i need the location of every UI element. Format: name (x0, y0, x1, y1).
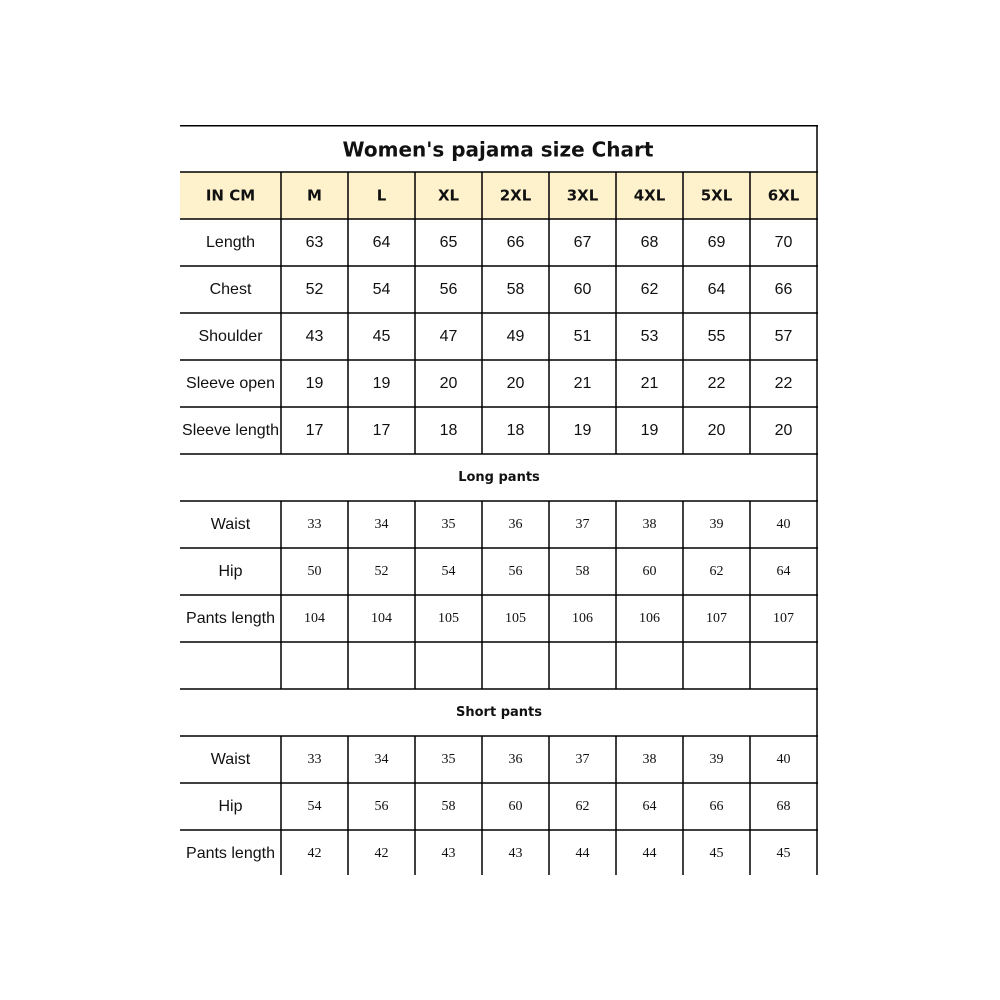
cell-hip-l: 56 (374, 799, 389, 814)
size-header-2xl: 2XL (499, 186, 532, 205)
cell-waist-3xl: 37 (575, 517, 590, 532)
row-label-length: Length (206, 234, 255, 251)
size-header-m: M (307, 186, 322, 205)
cell-hip-xl: 58 (441, 799, 456, 814)
cell-shoulder-m: 43 (305, 328, 324, 345)
cell-shoulder-l: 45 (372, 328, 391, 345)
cell-hip-4xl: 64 (642, 799, 657, 814)
cell-waist-6xl: 40 (776, 517, 791, 532)
cell-sleeve-open-m: 19 (305, 375, 324, 392)
cell-hip-4xl: 60 (642, 564, 657, 579)
cell-chest-6xl: 66 (774, 281, 793, 298)
cell-chest-4xl: 62 (640, 281, 659, 298)
cell-sleeve-length-2xl: 18 (506, 422, 525, 439)
cell-sleeve-length-m: 17 (305, 422, 324, 439)
size-header-xl: XL (437, 186, 460, 205)
cell-hip-5xl: 62 (709, 564, 724, 579)
cell-pants-length-5xl: 45 (709, 846, 724, 861)
row-label-sleeve-open: Sleeve open (186, 375, 275, 392)
cell-pants-length-2xl: 43 (508, 846, 523, 861)
row-label-waist: Waist (210, 751, 251, 768)
cell-length-4xl: 68 (640, 234, 659, 251)
cell-shoulder-3xl: 51 (573, 328, 592, 345)
cell-waist-4xl: 38 (642, 517, 657, 532)
cell-pants-length-5xl: 107 (706, 611, 727, 626)
row-label-sleeve-length: Sleeve length (182, 422, 279, 439)
cell-waist-6xl: 40 (776, 752, 791, 767)
size-header-3xl: 3XL (566, 186, 599, 205)
cell-pants-length-l: 104 (371, 611, 392, 626)
cell-waist-2xl: 36 (508, 517, 523, 532)
row-label-pants-length: Pants length (186, 845, 275, 862)
cell-pants-length-4xl: 44 (642, 846, 657, 861)
row-label-hip: Hip (218, 798, 243, 815)
cell-waist-m: 33 (307, 752, 322, 767)
cell-hip-xl: 54 (441, 564, 456, 579)
cell-hip-2xl: 60 (508, 799, 523, 814)
cell-chest-xl: 56 (439, 281, 458, 298)
size-header-l: L (376, 186, 387, 205)
cell-chest-3xl: 60 (573, 281, 592, 298)
cell-pants-length-xl: 105 (438, 611, 459, 626)
cell-sleeve-open-5xl: 22 (707, 375, 726, 392)
cell-shoulder-5xl: 55 (707, 328, 726, 345)
cell-waist-m: 33 (307, 517, 322, 532)
cell-sleeve-length-xl: 18 (439, 422, 458, 439)
cell-pants-length-l: 42 (374, 846, 389, 861)
cell-hip-2xl: 56 (508, 564, 523, 579)
cell-sleeve-length-3xl: 19 (573, 422, 592, 439)
cell-hip-3xl: 58 (575, 564, 590, 579)
cell-waist-5xl: 39 (709, 517, 724, 532)
cell-length-5xl: 69 (707, 234, 726, 251)
cell-length-2xl: 66 (506, 234, 525, 251)
size-chart (180, 125, 818, 875)
cell-sleeve-length-5xl: 20 (707, 422, 726, 439)
cell-sleeve-open-xl: 20 (439, 375, 458, 392)
row-label-hip: Hip (218, 563, 243, 580)
cell-length-6xl: 70 (774, 234, 793, 251)
cell-sleeve-length-l: 17 (372, 422, 391, 439)
cell-chest-2xl: 58 (506, 281, 525, 298)
cell-hip-l: 52 (374, 564, 389, 579)
cell-sleeve-length-6xl: 20 (774, 422, 793, 439)
cell-shoulder-6xl: 57 (774, 328, 793, 345)
cell-waist-4xl: 38 (642, 752, 657, 767)
cell-length-xl: 65 (439, 234, 458, 251)
cell-pants-length-6xl: 45 (776, 846, 791, 861)
cell-chest-l: 54 (372, 281, 391, 298)
cell-waist-l: 34 (374, 517, 389, 532)
section-heading-short-pants: Short pants (456, 705, 542, 720)
cell-chest-5xl: 64 (707, 281, 726, 298)
cell-length-3xl: 67 (573, 234, 592, 251)
cell-hip-3xl: 62 (575, 799, 590, 814)
cell-pants-length-4xl: 106 (639, 611, 660, 626)
cell-waist-xl: 35 (441, 752, 456, 767)
cell-waist-l: 34 (374, 752, 389, 767)
cell-hip-6xl: 64 (776, 564, 791, 579)
cell-length-m: 63 (305, 234, 324, 251)
cell-pants-length-m: 42 (307, 846, 322, 861)
cell-sleeve-open-6xl: 22 (774, 375, 793, 392)
chart-title: Women's pajama size Chart (342, 137, 654, 162)
cell-sleeve-open-2xl: 20 (506, 375, 525, 392)
unit-header: IN CM (205, 186, 256, 205)
row-label-pants-length: Pants length (186, 610, 275, 627)
cell-waist-5xl: 39 (709, 752, 724, 767)
size-header-4xl: 4XL (633, 186, 666, 205)
cell-sleeve-open-l: 19 (372, 375, 391, 392)
cell-waist-xl: 35 (441, 517, 456, 532)
cell-pants-length-6xl: 107 (773, 611, 794, 626)
cell-length-l: 64 (372, 234, 391, 251)
cell-chest-m: 52 (305, 281, 324, 298)
cell-shoulder-xl: 47 (439, 328, 458, 345)
cell-hip-6xl: 68 (776, 799, 791, 814)
cell-shoulder-4xl: 53 (640, 328, 659, 345)
cell-pants-length-m: 104 (304, 611, 325, 626)
row-label-shoulder: Shoulder (198, 328, 263, 345)
section-heading-long-pants: Long pants (458, 470, 540, 485)
cell-pants-length-3xl: 44 (575, 846, 590, 861)
cell-hip-5xl: 66 (709, 799, 724, 814)
cell-pants-length-xl: 43 (441, 846, 456, 861)
size-header-5xl: 5XL (700, 186, 733, 205)
cell-shoulder-2xl: 49 (506, 328, 525, 345)
cell-sleeve-length-4xl: 19 (640, 422, 659, 439)
cell-pants-length-2xl: 105 (505, 611, 526, 626)
size-chart-grid (180, 125, 818, 875)
row-label-chest: Chest (209, 281, 252, 298)
cell-sleeve-open-3xl: 21 (573, 375, 592, 392)
cell-sleeve-open-4xl: 21 (640, 375, 659, 392)
size-header-6xl: 6XL (767, 186, 800, 205)
cell-waist-2xl: 36 (508, 752, 523, 767)
row-label-waist: Waist (210, 516, 251, 533)
cell-waist-3xl: 37 (575, 752, 590, 767)
cell-hip-m: 54 (307, 799, 322, 814)
cell-hip-m: 50 (307, 564, 322, 579)
cell-pants-length-3xl: 106 (572, 611, 593, 626)
